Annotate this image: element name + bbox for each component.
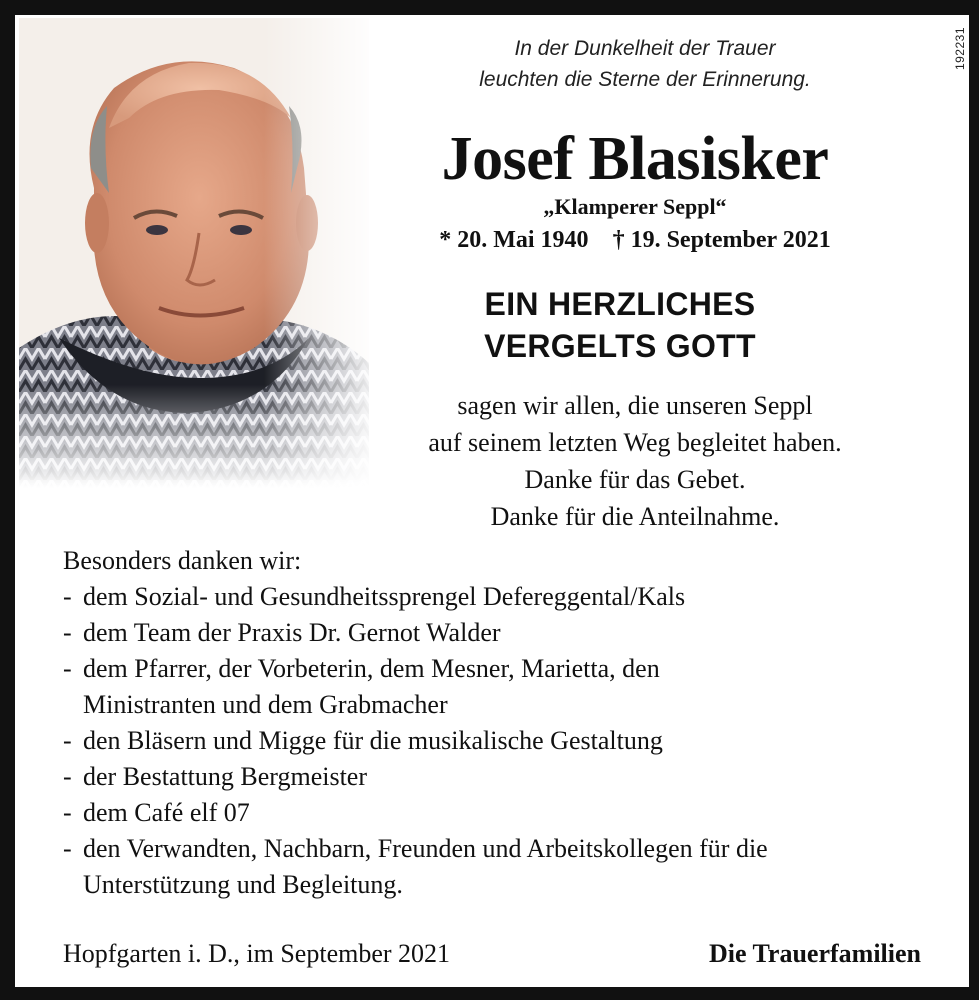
thanks-line: sagen wir allen, die unseren Seppl <box>457 391 813 420</box>
special-thanks-item: - den Bläsern und Migge für die musikalische Gestaltung <box>63 723 943 759</box>
photo-fade-overlay <box>19 18 369 488</box>
special-thanks-item: - dem Café elf 07 <box>63 795 943 831</box>
thanks-heading <box>395 283 845 367</box>
portrait-photo <box>19 18 369 488</box>
thanks-line: Danke für die Anteilnahme. <box>490 502 780 531</box>
special-thanks-section <box>63 543 943 903</box>
obituary-content <box>15 15 969 987</box>
thanks-line: auf seinem letzten Weg begleitet haben. <box>428 428 842 457</box>
thanks-heading-line: VERGELTS GOTT <box>484 328 756 364</box>
deceased-name: Josef Blasisker <box>441 125 829 193</box>
thanks-line: Danke für das Gebet. <box>524 465 746 494</box>
special-thanks-item: - dem Pfarrer, der Vorbeterin, dem Mesner, Marietta, den Ministranten und dem Grabmacher <box>63 651 763 723</box>
life-dates <box>385 224 885 256</box>
special-thanks-item: - dem Sozial- und Gesundheitssprengel Defereggental/Kals <box>63 579 943 615</box>
special-thanks-list <box>63 579 943 903</box>
signoff: Die Trauerfamilien <box>708 939 921 968</box>
reference-number: 192231 <box>953 27 967 71</box>
place-and-date: Hopfgarten i. D., im September 2021 <box>63 939 451 968</box>
death-date: † 19. September 2021 <box>612 227 831 253</box>
obituary-footer <box>63 936 921 972</box>
thanks-message <box>345 387 925 535</box>
birth-date: * 20. Mai 1940 <box>439 227 589 253</box>
special-thanks-item: - den Verwandten, Nachbarn, Freunden und Arbeitskollegen für die Unterstützung und Begleitung. <box>63 831 893 903</box>
deceased-nickname: „Klamperer Seppl“ <box>543 194 727 219</box>
special-thanks-item: - dem Team der Praxis Dr. Gernot Walder <box>63 615 943 651</box>
motto-line: In der Dunkelheit der Trauer <box>514 37 776 60</box>
motto-line: leuchten die Sterne der Erinnerung. <box>479 68 811 91</box>
motto-quote <box>395 33 895 95</box>
special-thanks-item: - der Bestattung Bergmeister <box>63 759 943 795</box>
special-thanks-intro: Besonders danken wir: <box>63 546 302 575</box>
thanks-heading-line: EIN HERZLICHES <box>484 286 756 322</box>
